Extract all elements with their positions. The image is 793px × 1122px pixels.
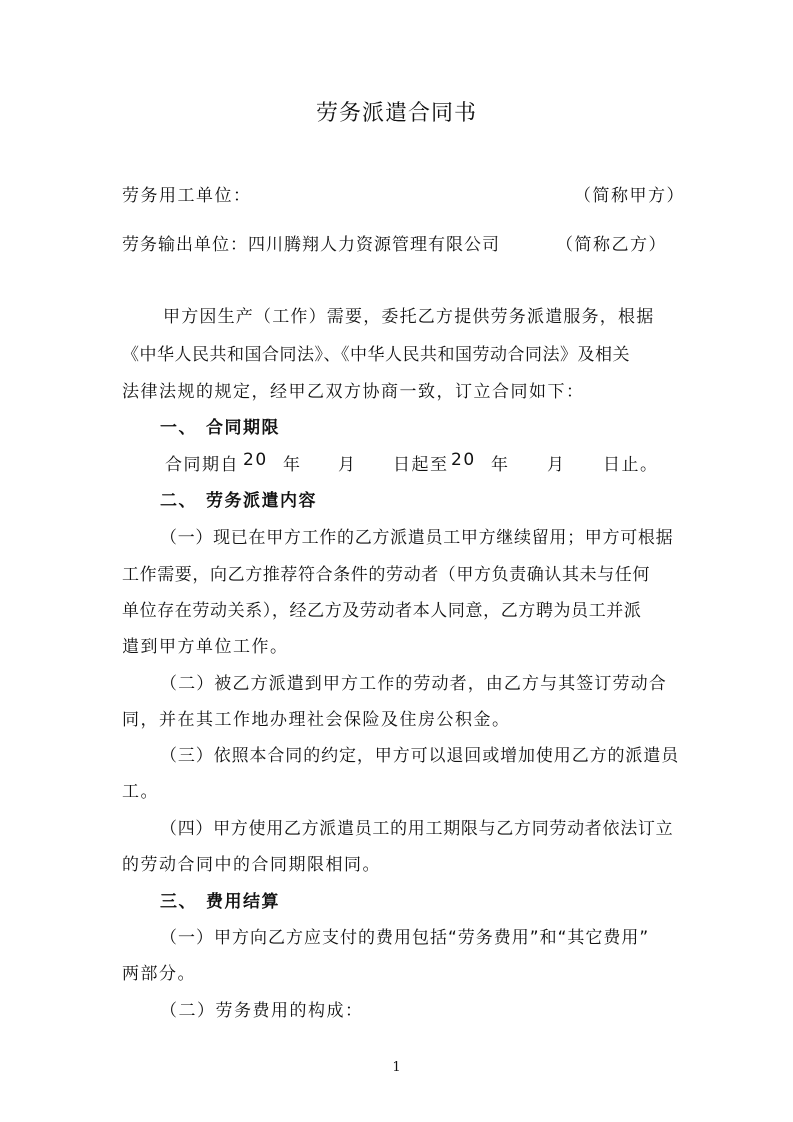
section-2-item-1-line-2: 工作需要，向乙方推荐符合条件的劳动者（甲方负责确认其未与任何 (122, 565, 650, 585)
term-end-century: 20 (451, 450, 476, 470)
section-2-item-1-line-1: （一）现已在甲方工作的乙方派遣员工甲方继续留用；甲方可根据 (160, 528, 674, 548)
term-start-label: 合同期自 (165, 455, 239, 475)
section-3-item-1-line-2: 两部分。 (122, 964, 196, 984)
term-start-year-label: 年 (283, 455, 302, 475)
term-end-month-label: 月 (547, 455, 566, 475)
section-3-item-1-line-1: （一）甲方向乙方应支付的费用包括“劳务费用”和“其它费用” (160, 928, 650, 948)
preamble-line-3: 法律法规的规定，经甲乙双方协商一致，订立合同如下： (122, 382, 585, 402)
section-3-number: 三、 (160, 892, 197, 912)
party-b-label: 劳务输出单位：四川腾翔人力资源管理有限公司 (122, 235, 500, 255)
term-end-day-label: 日止。 (603, 455, 659, 475)
section-2-item-1-line-3: 单位存在劳动关系），经乙方及劳动者本人同意，乙方聘为员工并派 (122, 601, 642, 621)
preamble-line-1: 甲方因生产（工作）需要，委托乙方提供劳务派遣服务，根据 (163, 307, 655, 327)
section-3-title: 费用结算 (206, 892, 280, 912)
preamble-line-2: 《中华人民共和国合同法》、《中华人民共和国劳动合同法》及相关 (122, 345, 630, 365)
section-2-item-1-line-4: 遣到甲方单位工作。 (122, 637, 289, 657)
section-2-item-2-line-1: （二）被乙方派遣到甲方工作的劳动者，由乙方与其签订劳动合 (160, 674, 667, 694)
section-1-number: 一、 (160, 418, 197, 438)
party-a-label: 劳务用工单位： (122, 186, 252, 206)
section-2-item-4-line-2: 的劳动合同中的合同期限相同。 (122, 855, 381, 875)
term-end-year-label: 年 (491, 455, 510, 475)
term-end-label: 日起至 (393, 455, 449, 475)
section-2-item-3-line-2: 工。 (122, 782, 159, 802)
page-number: 1 (392, 1060, 401, 1075)
party-b-abbreviation: （简称乙方） (556, 235, 667, 255)
party-a-abbreviation: （简称甲方） (574, 186, 685, 206)
section-2-item-2-line-2: 同，并在其工作地办理社会保险及住房公积金。 (122, 710, 511, 730)
section-2-title: 劳务派遣内容 (206, 491, 317, 511)
term-start-month-label: 月 (338, 455, 357, 475)
section-2-item-4-line-1: （四）甲方使用乙方派遣员工的用工期限与乙方同劳动者依法订立 (160, 819, 674, 839)
section-3-item-2-line-1: （二）劳务费用的构成： (160, 1001, 364, 1021)
section-2-number: 二、 (160, 491, 197, 511)
section-1-title: 合同期限 (206, 418, 280, 438)
section-2-item-3-line-1: （三）依照本合同的约定，甲方可以退回或增加使用乙方的派遣员 (160, 746, 680, 766)
document-title: 劳务派遣合同书 (315, 101, 477, 126)
term-start-century: 20 (243, 450, 268, 470)
